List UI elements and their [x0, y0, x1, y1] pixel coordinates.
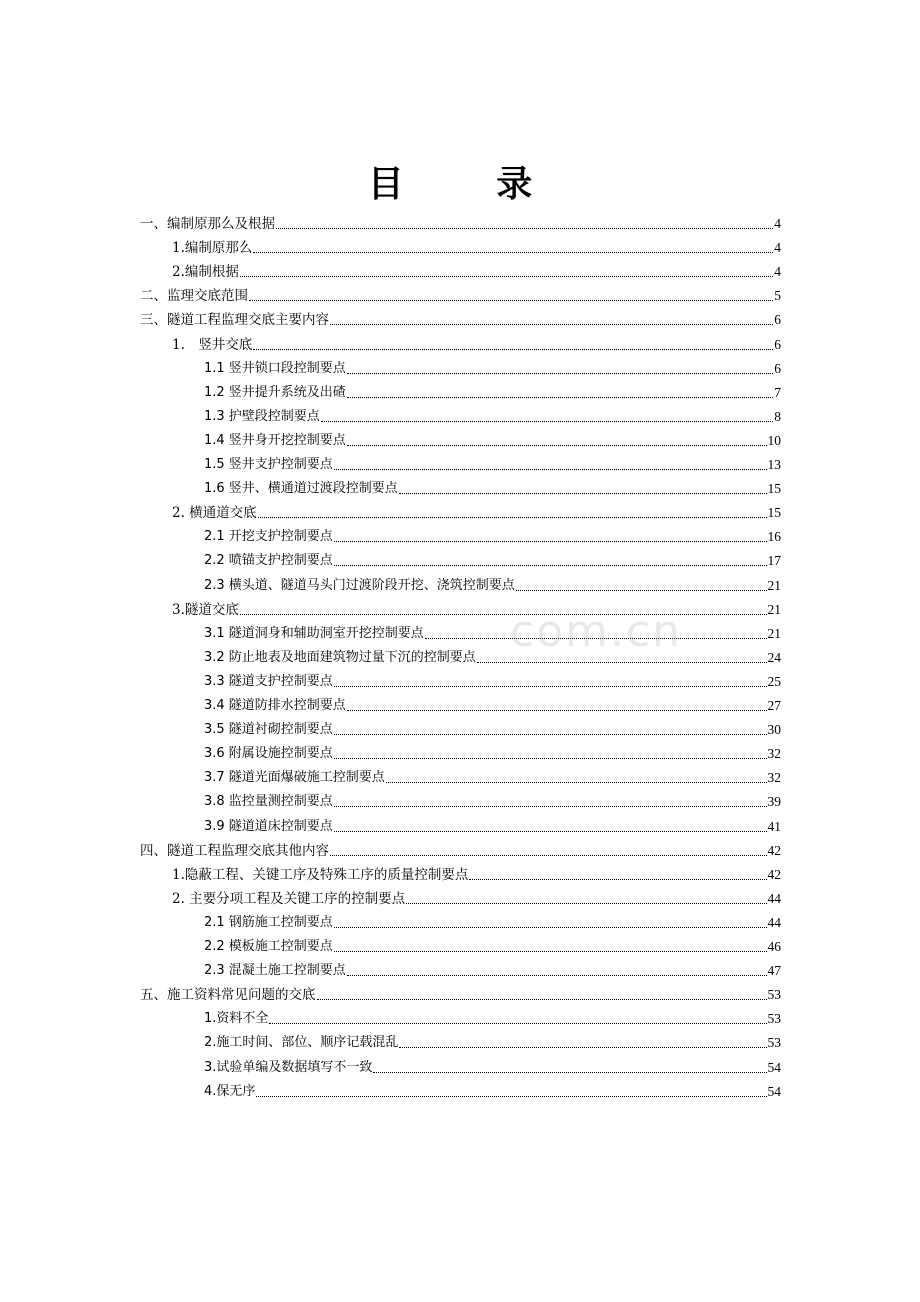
toc-entry[interactable]	[204, 1053, 781, 1077]
toc-entry[interactable]	[140, 836, 781, 860]
toc-entry-page-number: 6	[774, 336, 781, 352]
toc-entry-label: 2.2 喷锚支护控制要点	[204, 553, 333, 569]
toc-entry[interactable]	[204, 1028, 781, 1052]
toc-dot-leader	[253, 348, 773, 350]
toc-entry-label: 3.1 隧道洞身和辅助洞室开挖控制要点	[204, 625, 424, 641]
toc-entry[interactable]	[204, 715, 781, 739]
toc-dot-leader	[334, 950, 767, 952]
toc-entry[interactable]	[204, 908, 781, 932]
toc-entry-page-number: 4	[774, 216, 781, 231]
toc-dot-leader	[256, 1095, 766, 1097]
toc-entry[interactable]	[204, 956, 781, 980]
toc-dot-leader	[258, 516, 767, 518]
toc-entry[interactable]	[172, 860, 781, 884]
toc-dot-leader	[330, 854, 767, 856]
toc-entry[interactable]	[204, 932, 781, 956]
toc-entry[interactable]	[204, 667, 781, 691]
toc-entry-label: 二、监理交底范围	[140, 288, 248, 305]
toc-entry-label: 一、编制原那么及根据	[140, 216, 275, 232]
toc-dot-leader	[334, 540, 767, 542]
toc-entry[interactable]	[204, 787, 781, 811]
toc-entry-page-number: 7	[774, 384, 781, 400]
toc-dot-leader	[347, 709, 767, 711]
toc-entry[interactable]	[204, 812, 781, 836]
toc-dot-leader	[399, 1046, 766, 1048]
toc-entry-label: 3.试验单编及数据填写不一致	[204, 1059, 373, 1075]
toc-entry-label: 2.施工时间、部位、顺序记载混乱	[204, 1035, 399, 1051]
toc-entry[interactable]	[204, 378, 781, 402]
toc-entry-page-number: 25	[767, 673, 781, 689]
toc-entry[interactable]	[204, 739, 781, 763]
toc-entry[interactable]	[204, 474, 781, 498]
toc-entry-label: 1.2 竖井提升系统及出碴	[204, 384, 346, 400]
toc-entry-page-number: 54	[767, 1083, 781, 1099]
toc-dot-leader	[516, 589, 767, 591]
toc-entry[interactable]	[172, 233, 781, 257]
toc-dot-leader	[334, 926, 767, 928]
toc-dot-leader	[334, 757, 767, 759]
toc-entry-page-number: 8	[774, 408, 781, 424]
toc-entry-label: 1.4 竖井身开挖控制要点	[204, 432, 346, 448]
toc-entry-label: 3.隧道交底	[172, 601, 239, 618]
toc-entry-page-number: 21	[767, 625, 781, 641]
toc-entry-label: 3.2 防止地表及地面建筑物过量下沉的控制要点	[204, 649, 476, 665]
toc-entry-page-number: 54	[767, 1059, 781, 1075]
watermark: com.cn	[510, 606, 683, 657]
toc-entry-page-number: 53	[767, 1011, 781, 1027]
toc-entry-label: 1.5 竖井支护控制要点	[204, 457, 333, 472]
toc-entry-page-number: 24	[767, 649, 781, 665]
toc-entry-label: 2.3 混凝土施工控制要点	[204, 963, 346, 979]
toc-dot-leader	[317, 998, 767, 1000]
toc-dot-leader	[334, 685, 767, 687]
toc-dot-leader	[373, 1071, 766, 1073]
toc-entry[interactable]	[172, 884, 781, 908]
toc-entry[interactable]	[204, 402, 781, 426]
toc-entry[interactable]	[204, 619, 781, 643]
toc-entry-label: 3.8 监控量测控制要点	[204, 794, 333, 810]
toc-entry[interactable]	[204, 691, 781, 715]
toc-entry-page-number: 15	[767, 505, 781, 521]
toc-dot-leader	[399, 492, 767, 494]
toc-entry[interactable]	[204, 763, 781, 787]
toc-entry-label: 1.编制原那么	[172, 240, 253, 257]
toc-dot-leader	[469, 878, 766, 880]
toc-dot-leader	[321, 420, 773, 422]
toc-entry-label: 三、隧道工程监理交底主要内容	[140, 312, 329, 329]
toc-dot-leader	[406, 902, 766, 904]
toc-entry-label: 4.保无序	[204, 1083, 256, 1099]
toc-entry-page-number: 21	[767, 577, 781, 593]
toc-entry-label: 3.3 隧道支护控制要点	[204, 673, 333, 689]
toc-entry-page-number: 42	[767, 842, 781, 858]
toc-entry-page-number: 4	[774, 240, 781, 256]
toc-entry-page-number: 16	[767, 529, 781, 545]
toc-entry-page-number: 6	[774, 312, 781, 328]
toc-entry-page-number: 44	[767, 890, 781, 906]
toc-dot-leader	[249, 299, 773, 301]
toc-entry-label: 3.4 隧道防排水控制要点	[204, 698, 346, 713]
toc-entry[interactable]	[204, 1077, 781, 1101]
toc-entry-page-number: 53	[767, 1035, 781, 1051]
toc-entry-page-number: 15	[767, 481, 781, 497]
toc-entry[interactable]	[172, 595, 781, 619]
toc-entry-page-number: 47	[767, 963, 781, 979]
toc-entry-label: 四、隧道工程监理交底其他内容	[140, 842, 329, 859]
toc-entry[interactable]	[140, 305, 781, 329]
toc-entry[interactable]	[140, 980, 781, 1004]
toc-dot-leader	[334, 805, 767, 807]
toc-entry-page-number: 32	[767, 746, 781, 762]
toc-dot-leader	[477, 661, 767, 663]
toc-entry-page-number: 41	[767, 818, 781, 834]
toc-title: 目 录	[367, 164, 573, 205]
toc-entry-page-number: 6	[774, 360, 781, 376]
toc-dot-leader	[347, 974, 767, 976]
toc-entry-label: 3.9 隧道道床控制要点	[204, 818, 333, 834]
toc-dot-leader	[240, 613, 767, 615]
toc-entry[interactable]	[204, 643, 781, 667]
toc-entry[interactable]	[204, 450, 781, 474]
toc-dot-leader	[334, 468, 767, 470]
toc-entry-label: 1.3 护壁段控制要点	[204, 408, 320, 424]
toc-dot-leader	[253, 251, 773, 253]
toc-dot-leader	[269, 1022, 766, 1024]
toc-entry-page-number: 32	[767, 770, 781, 786]
toc-entry-label: 2. 主要分项工程及关键工序的控制要点	[172, 890, 406, 907]
toc-dot-leader	[276, 227, 773, 229]
toc-entry-label: 1.隐蔽工程、关键工序及特殊工序的质量控制要点	[172, 866, 469, 883]
toc-entry-page-number: 42	[767, 866, 781, 882]
toc-entry-label: 五、施工资料常见问题的交底	[140, 987, 316, 1004]
toc-entry-label: 1.资料不全	[204, 1011, 269, 1027]
toc-entry-page-number: 30	[767, 722, 781, 738]
toc-dot-leader	[330, 323, 773, 325]
toc-entry-label: 3.7 隧道光面爆破施工控制要点	[204, 770, 385, 786]
toc-dot-leader	[347, 444, 767, 446]
toc-entry-page-number: 5	[774, 288, 781, 304]
toc-entry-page-number: 46	[767, 939, 781, 954]
toc-dot-leader	[334, 733, 767, 735]
toc-entry-page-number: 53	[767, 987, 781, 1003]
toc-entry-page-number: 17	[767, 553, 781, 569]
toc-entry-label: 3.5 隧道衬砌控制要点	[204, 722, 333, 738]
toc-entry[interactable]	[204, 426, 781, 450]
toc-entry-label: 1.6 竖井、横通道过渡段控制要点	[204, 481, 398, 497]
toc-entry[interactable]	[204, 571, 781, 595]
toc-entry[interactable]	[172, 330, 781, 354]
toc-entry-label: 2. 横通道交底	[172, 505, 257, 522]
toc-dot-leader	[347, 396, 773, 398]
toc-entry[interactable]	[204, 522, 781, 546]
toc-entry-label: 1. 竖井交底	[172, 336, 253, 353]
toc-dot-leader	[386, 781, 767, 783]
toc-entry-label: 2.1 开挖支护控制要点	[204, 529, 333, 545]
toc-entry-label: 2.编制根据	[172, 264, 239, 281]
toc-entry-page-number: 4	[774, 264, 781, 280]
toc-entry-label: 2.1 钢筋施工控制要点	[204, 914, 333, 930]
toc-entry-label: 1.1 竖井锁口段控制要点	[204, 360, 346, 376]
toc-entry-label: 2.2 模板施工控制要点	[204, 939, 333, 954]
toc-entry-label: 2.3 横头道、隧道马头门过渡阶段开挖、浇筑控制要点	[204, 577, 515, 593]
toc-entry-page-number: 39	[767, 794, 781, 810]
toc-entry[interactable]	[172, 498, 781, 522]
toc-entry[interactable]	[172, 257, 781, 281]
toc-entry-page-number: 21	[767, 601, 781, 617]
toc-entry-label: 3.6 附属设施控制要点	[204, 746, 333, 762]
toc-entry-page-number: 27	[767, 698, 781, 713]
toc-entry-page-number: 13	[767, 457, 781, 472]
toc-entry[interactable]	[204, 354, 781, 378]
toc-entry-page-number: 10	[767, 432, 781, 448]
toc-entry[interactable]	[140, 209, 781, 233]
toc-entry[interactable]	[204, 546, 781, 570]
toc-dot-leader	[240, 275, 773, 277]
toc-entry-page-number: 44	[767, 914, 781, 930]
toc-dot-leader	[334, 830, 767, 832]
toc-dot-leader	[347, 372, 773, 374]
toc-dot-leader	[334, 564, 767, 566]
toc-entry[interactable]	[204, 1004, 781, 1028]
toc-entry[interactable]	[140, 281, 781, 305]
